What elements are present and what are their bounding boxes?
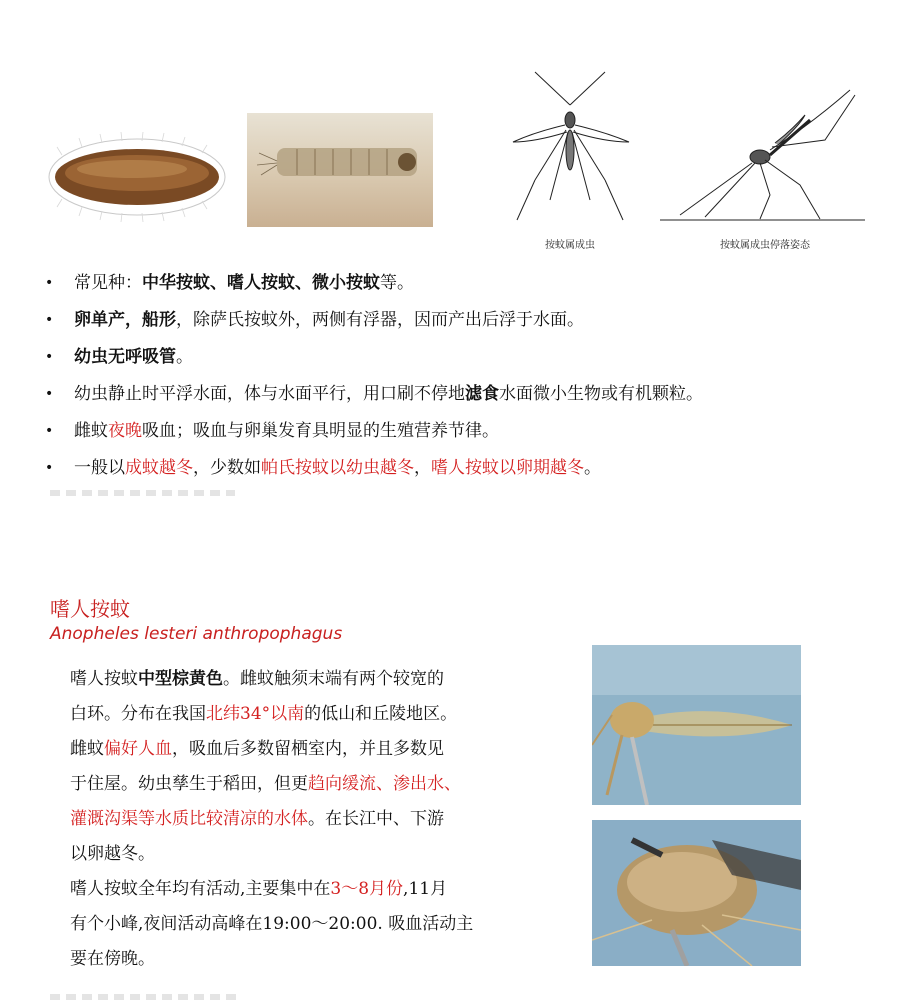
adult-drawing-caption: 按蚊属成虫 (545, 240, 595, 251)
bullet-icon: • (45, 423, 54, 439)
bold-text: 卵单产，船形 (74, 310, 176, 330)
text-segment: ，除萨氏按蚊外，两侧有浮器，因而产出后浮于水面。 (176, 310, 584, 330)
paragraph-line (70, 697, 540, 732)
highlight-text: 灌溉沟渠等水质比较清凉的水体 (70, 809, 308, 829)
highlight-text: 趋向缓流、渗出水、 (308, 774, 461, 794)
text-segment: 嗜人按蚊 (70, 669, 138, 689)
bold-text: 中华按蚊、嗜人按蚊、微小按蚊 (142, 273, 380, 293)
text-segment: 雌蚊 (74, 421, 108, 441)
text-segment: 的低山和丘陵地区。 (304, 704, 458, 724)
paragraph-line (70, 942, 540, 977)
text-segment: 等。 (380, 273, 414, 293)
anopheles-resting-drawing (660, 85, 865, 225)
text-segment: 嗜人按蚊全年均有活动,主要集中在 (70, 879, 331, 899)
paragraph-line (70, 837, 540, 872)
anopheles-adult-drawing (505, 70, 635, 230)
highlight-text: 成蚊越冬 (125, 458, 193, 478)
bullet-item (42, 453, 862, 490)
text-segment: 吸血；吸血与卵巢发育具明显的生殖营养节律。 (142, 421, 499, 441)
text-segment: 。雌蚊触须末端有两个较宽的 (223, 669, 444, 689)
text-segment: 要在傍晚。 (70, 949, 155, 969)
bullet-icon: • (45, 312, 54, 328)
text-segment: ，吸血后多数留栖室内，并且多数见 (172, 739, 444, 759)
bullet-icon: • (45, 275, 54, 291)
text-segment: 常见种： (74, 273, 142, 293)
bullet-icon: • (45, 349, 54, 365)
paragraph-line (70, 767, 540, 802)
resting-drawing-caption: 按蚊属成虫停落姿态 (720, 240, 810, 251)
bullet-item (42, 342, 862, 379)
text-segment: 水面微小生物或有机颗粒。 (499, 384, 703, 404)
section-latin-name: Anopheles lesteri anthropophagus (50, 624, 343, 644)
paragraph-line (70, 907, 540, 942)
text-segment: 。 (176, 347, 193, 367)
bullet-item (42, 305, 862, 342)
highlight-text: 北纬34°以南 (206, 704, 305, 724)
text-segment: 雌蚊 (70, 739, 104, 759)
highlight-text: 3～8月份 (330, 879, 404, 899)
bullet-item (42, 379, 862, 416)
faint-footer-text-2 (50, 994, 240, 1000)
faint-footer-text (50, 490, 235, 496)
anopheles-egg-photo (42, 125, 232, 230)
mosquito-thorax-photo (592, 820, 801, 966)
text-segment: ,11月 (403, 879, 448, 899)
highlight-text: 偏好人血 (104, 739, 172, 759)
text-segment: 有个小峰,夜间活动高峰在19:00～20:00. 吸血活动主 (70, 914, 474, 934)
text-segment: 一般以 (74, 458, 125, 478)
bullet-item (42, 416, 862, 453)
mosquito-wing-photo (592, 645, 801, 805)
text-segment: ，少数如 (193, 458, 261, 478)
bullet-list (42, 268, 862, 490)
activity-paragraph (70, 872, 540, 977)
paragraph-line (70, 802, 540, 837)
paragraph-line (70, 732, 540, 767)
bullet-icon: • (45, 386, 54, 402)
text-segment: ， (414, 458, 431, 478)
text-segment: 幼虫静止时平浮水面，体与水面平行，用口刷不停地 (74, 384, 465, 404)
text-segment: 白环。分布在我国 (70, 704, 206, 724)
paragraph-line (70, 872, 540, 907)
section-title: 嗜人按蚊 (50, 597, 130, 621)
description-paragraph (70, 662, 540, 872)
paragraph-line (70, 662, 540, 697)
bullet-item (42, 268, 862, 305)
text-segment: 于住屋。幼虫孳生于稻田，但更 (70, 774, 308, 794)
text-segment: 。在长江中、下游 (308, 809, 444, 829)
bold-text: 中型棕黄色 (138, 669, 223, 689)
highlight-text: 帕氏按蚊以幼虫越冬 (261, 458, 414, 478)
highlight-text: 嗜人按蚊以卵期越冬 (431, 458, 584, 478)
anopheles-larva-photo (247, 113, 433, 227)
bullet-icon: • (45, 460, 54, 476)
text-segment: 以卵越冬。 (70, 844, 155, 864)
bold-text: 滤食 (465, 384, 499, 404)
text-segment: 。 (584, 458, 601, 478)
bold-text: 幼虫无呼吸管 (74, 347, 176, 367)
highlight-text: 夜晚 (108, 421, 142, 441)
